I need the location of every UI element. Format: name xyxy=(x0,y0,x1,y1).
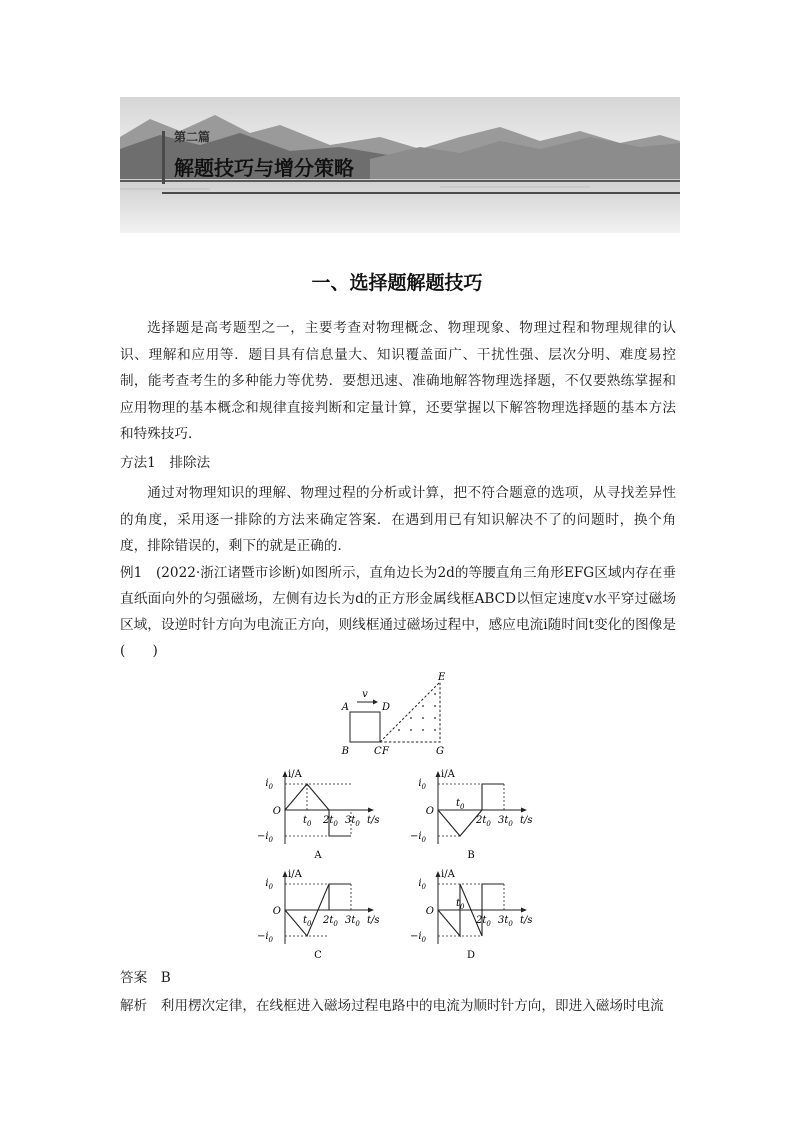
origin-label: O xyxy=(272,906,281,917)
y-axis-label: i/A xyxy=(288,869,302,880)
y-axis-arrow xyxy=(436,771,441,777)
analysis-line xyxy=(120,993,676,1019)
velocity-arrow xyxy=(357,700,378,705)
x-axis-label: t/s xyxy=(520,815,533,826)
label-a: A xyxy=(341,702,349,713)
neg-i0-tick-label: $-i_0$ xyxy=(256,831,273,844)
label-f: F xyxy=(382,746,389,757)
analysis-label: 解析 xyxy=(120,998,148,1014)
label-d: D xyxy=(382,702,391,713)
option-graph-c xyxy=(255,868,395,960)
option-label-b: B xyxy=(467,850,475,858)
label-b: B xyxy=(341,746,349,757)
t0-tick-label: $t_0$ xyxy=(456,798,465,811)
t0-tick-label: $t_0$ xyxy=(303,815,312,828)
example-1-text: 例1 (2022·浙江诸暨市诊断)如图所示，直角边长为2d的等腰直角三角形EFG区域内存在垂直纸面向外的匀强磁场，左侧有边长为d的正方形金属线框ABCD以恒定速度v水平穿过磁场区域，设逆时针方向为电流正方向，则线框通过磁场过程中，感应电流i随时间t变化的图像是( ) xyxy=(120,565,676,659)
t0-tick-label: $t_0$ xyxy=(303,915,312,928)
3t0-tick-label: $3t_0$ xyxy=(498,915,513,928)
banner-accent-bar xyxy=(162,131,165,184)
analysis-text: 利用楞次定律，在线框进入磁场过程电路中的电流为顺时针方向，即进入磁场时电流 xyxy=(160,998,664,1014)
option-graph-b xyxy=(408,768,548,858)
answer-label: 答案 xyxy=(120,970,148,986)
i0-tick-label: $i_0$ xyxy=(418,778,426,791)
label-v: v xyxy=(362,689,368,700)
y-axis-arrow xyxy=(283,771,288,777)
y-axis-arrow xyxy=(436,871,441,877)
setup-figure xyxy=(335,672,460,762)
option-label-a: A xyxy=(314,850,322,858)
intro-paragraph: 选择题是高考题型之一，主要考查对物理概念、物理现象、物理过程和物理规律的认识、理解和应用等．题目具有信息量大、知识覆盖面广、干扰性强、层次分明、难度易控制，能考查考生的多种能力等优势．要想迅速、准确地解答物理选择题，不仅要熟练掌握和应用物理的基本概念和规律直接判断和定量计算，还要掌握以下解答物理选择题的基本方法和特殊技巧． xyxy=(120,320,676,442)
part-label: 第二篇 xyxy=(174,130,211,144)
2t0-tick-label: $2t_0$ xyxy=(476,915,491,928)
t0-tick-label: $t_0$ xyxy=(456,898,465,911)
2t0-tick-label: $2t_0$ xyxy=(323,915,338,928)
x-axis-arrow xyxy=(368,908,374,913)
origin-label: O xyxy=(425,906,434,917)
x-axis-arrow xyxy=(521,808,527,813)
section-heading: 一、选择题解题技巧 xyxy=(311,272,483,294)
answer-line xyxy=(120,965,676,991)
square-loop-abcd xyxy=(350,712,380,742)
neg-i0-tick-label: $-i_0$ xyxy=(409,931,426,944)
origin-label: O xyxy=(272,806,281,817)
i0-tick-label: $i_0$ xyxy=(265,778,273,791)
field-dots xyxy=(398,693,436,731)
option-graph-a xyxy=(255,768,395,858)
3t0-tick-label: $3t_0$ xyxy=(345,815,360,828)
option-label-c: C xyxy=(314,950,322,960)
option-graph-d xyxy=(408,868,548,960)
label-c: C xyxy=(374,746,382,757)
x-axis-label: t/s xyxy=(520,915,533,926)
x-axis-arrow xyxy=(521,908,527,913)
origin-label: O xyxy=(425,806,434,817)
i0-tick-label: $i_0$ xyxy=(265,878,273,891)
neg-i0-tick-label: $-i_0$ xyxy=(256,931,273,944)
x-axis-arrow xyxy=(368,808,374,813)
2t0-tick-label: $2t_0$ xyxy=(476,815,491,828)
3t0-tick-label: $3t_0$ xyxy=(345,915,360,928)
y-axis-label: i/A xyxy=(441,769,455,780)
method-1-title: 方法1 排除法 xyxy=(120,455,211,471)
y-axis-arrow xyxy=(283,871,288,877)
option-label-d: D xyxy=(466,950,476,960)
2t0-tick-label: $2t_0$ xyxy=(323,815,338,828)
i0-tick-label: $i_0$ xyxy=(418,878,426,891)
part-title: 解题技巧与增分策略 xyxy=(174,156,354,180)
neg-i0-tick-label: $-i_0$ xyxy=(409,831,426,844)
x-axis-label: t/s xyxy=(367,915,380,926)
banner-underline xyxy=(162,192,680,194)
x-axis-label: t/s xyxy=(367,815,380,826)
y-axis-label: i/A xyxy=(288,769,302,780)
label-e: E xyxy=(438,672,446,683)
y-axis-label: i/A xyxy=(441,869,455,880)
method-1-paragraph: 通过对物理知识的理解、物理过程的分析或计算，把不符合题意的选项，从寻找差异性的角度，采用逐一排除的方法来确定答案．在遇到用已有知识解决不了的问题时，换个角度，排除错误的，剩下的就是正确的． xyxy=(120,485,676,554)
answer-value: B xyxy=(160,970,171,986)
label-g: G xyxy=(436,746,444,757)
3t0-tick-label: $3t_0$ xyxy=(498,815,513,828)
